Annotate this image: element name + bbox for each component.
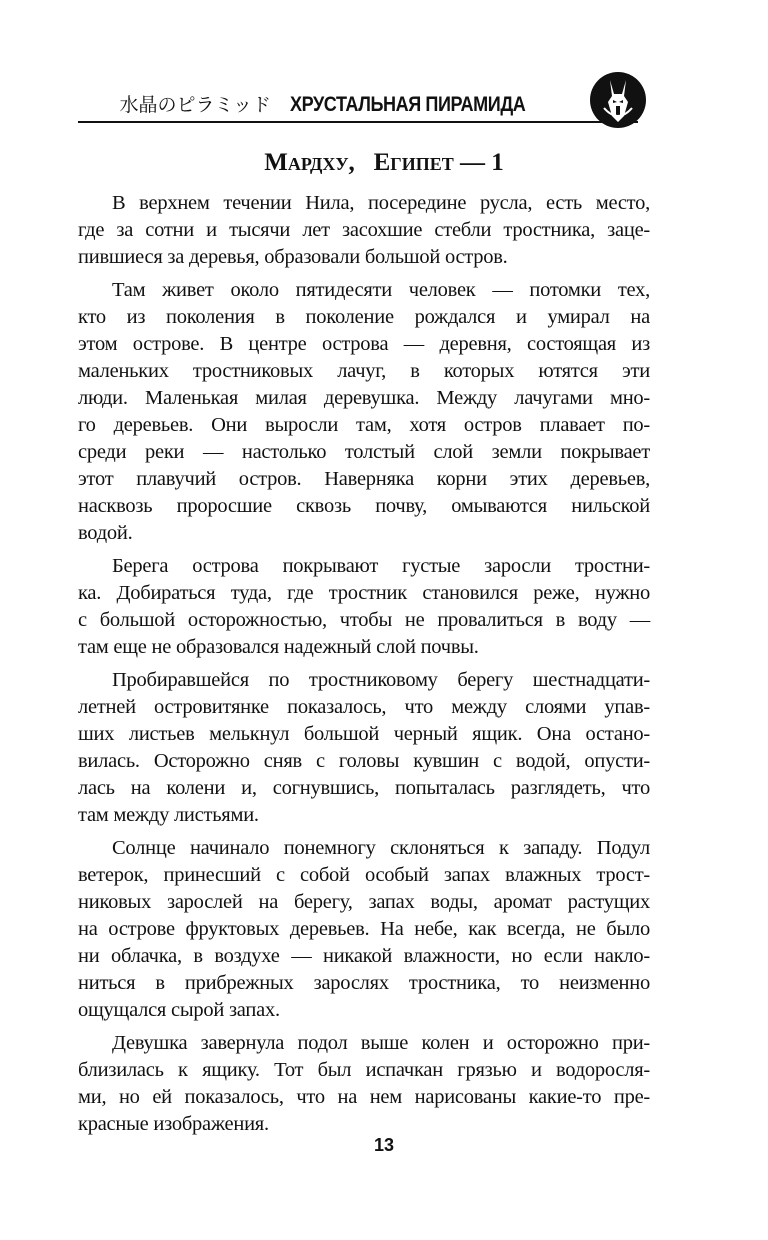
running-head — [78, 84, 638, 120]
anubis-head-icon — [590, 72, 646, 128]
text-line: пившиеся за деревья, образовали большой остров. — [78, 246, 508, 268]
header-rule — [78, 121, 638, 123]
text-line: этот плавучий остров. Наверняка корни этих деревьев, — [78, 468, 650, 490]
text-line: на острове фруктовых деревьев. На небе, как всегда, не было — [78, 918, 650, 940]
text-line: близилась к ящику. Тот был испачкан грязью и водоросля- — [78, 1059, 650, 1081]
text-line: там еще не образовался надежный слой почвы. — [78, 636, 479, 658]
book-title: ХРУСТАЛЬНАЯ ПИРАМИДА — [290, 93, 526, 116]
text-line: В верхнем течении Нила, посередине русла, есть место, — [112, 192, 650, 214]
text-line: вилась. Осторожно сняв с головы кувшин с водой, опусти- — [78, 750, 650, 772]
text-line: люди. Маленькая милая деревушка. Между лачугами мно- — [78, 387, 650, 409]
text-line: там между листьями. — [78, 804, 259, 826]
page-number: 13 — [373, 1135, 395, 1155]
text-line: среди реки — настолько толстый слой земли покрывает — [78, 441, 650, 463]
text-line: Солнце начинало понемногу склоняться к западу. Подул — [112, 837, 650, 859]
text-line: красные изображения. — [78, 1113, 269, 1135]
text-line: ощущался сырой запах. — [78, 999, 280, 1021]
text-line: Там живет около пятидесяти человек — потомки тех, — [112, 279, 650, 301]
text-line: го деревьев. Они выросли там, хотя остров плавает по- — [78, 414, 650, 436]
text-line: где за сотни и тысячи лет засохшие стебли тростника, заце- — [78, 219, 650, 241]
chapter-title-part: Египет — 1 — [373, 149, 504, 176]
text-line: с большой осторожностью, чтобы не провалиться в воду — — [78, 609, 650, 631]
text-line: никовых зарослей на берегу, запах воды, аромат растущих — [78, 891, 650, 913]
text-line: Берега острова покрывают густые заросли тростни- — [112, 555, 650, 577]
text-line: этом острове. В центре острова — деревня, состоящая из — [78, 333, 650, 355]
text-line: насквозь проросшие сквозь почву, омываются нильской — [78, 495, 650, 517]
text-line: Девушка завернула подол выше колен и осторожно при- — [112, 1032, 650, 1054]
text-line: летней островитянке показалось, что между слоями упав- — [78, 696, 650, 718]
text-line: маленьких тростниковых лачуг, в которых ютятся эти — [78, 360, 650, 382]
japanese-title: 水晶のピラミッド — [119, 94, 272, 116]
text-line: Пробиравшейся по тростниковому берегу шестнадцати- — [112, 669, 650, 691]
text-line: лась на колени и, согнувшись, попыталась разглядеть, что — [78, 777, 650, 799]
text-line: ветерок, принесший с собой особый запах влажных трост- — [78, 864, 650, 886]
running-head-text — [119, 92, 564, 117]
chapter-title — [0, 148, 768, 178]
text-line: водой. — [78, 522, 133, 544]
chapter-title-place: Мардху, — [264, 149, 355, 176]
text-line: кто из поколения в поколение рождался и умирал на — [78, 306, 650, 328]
body-text — [78, 190, 650, 1138]
text-line: ка. Добираться туда, где тростник становился реже, нужно — [78, 582, 650, 604]
text-line: ми, но ей показалось, что на нем нарисованы какие-то пре- — [78, 1086, 650, 1108]
text-line: ни облачка, в воздухе — никакой влажности, но если накло- — [78, 945, 650, 967]
text-line: ниться в прибрежных зарослях тростника, то неизменно — [78, 972, 650, 994]
text-line: ших листьев мелькнул большой черный ящик. Она остано- — [78, 723, 650, 745]
